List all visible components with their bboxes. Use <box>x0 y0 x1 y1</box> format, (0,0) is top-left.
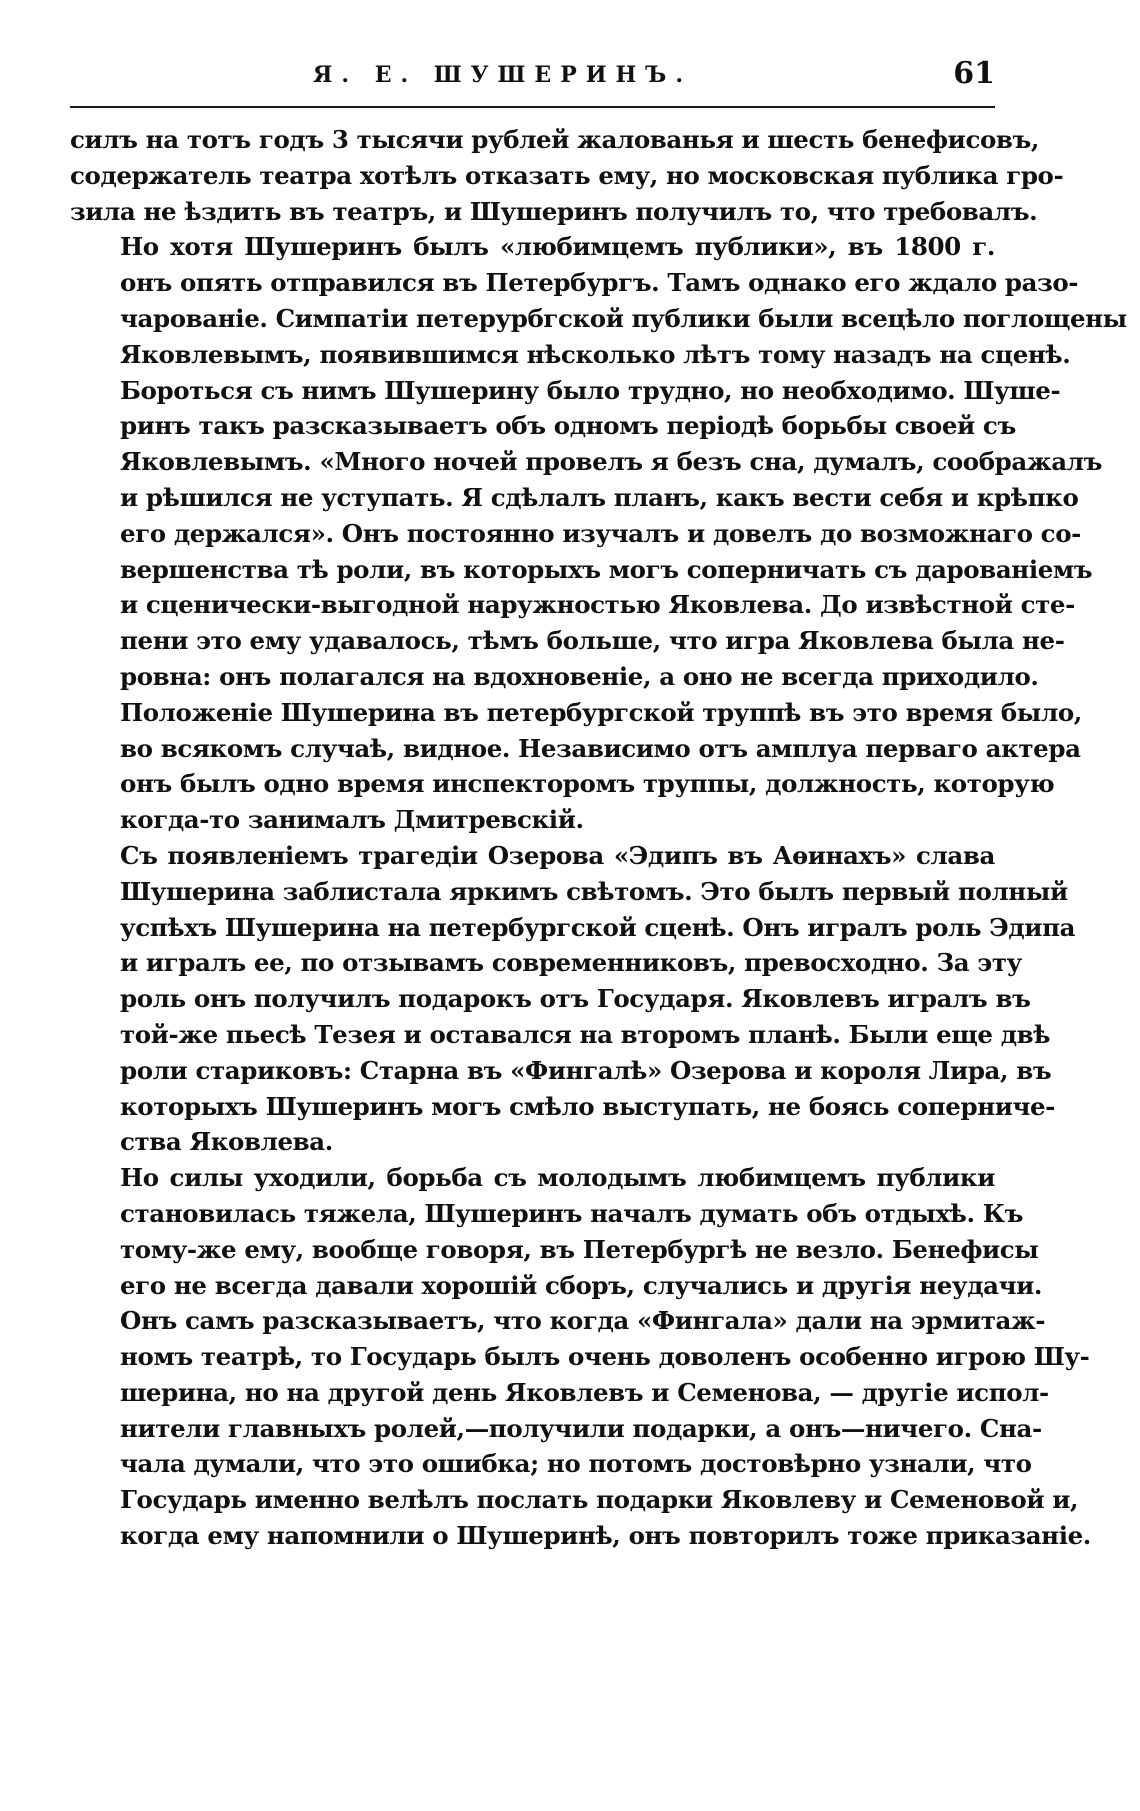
text-line: и сценически-выгодной наружностью Яковлева. До извѣстной сте- <box>120 590 1075 620</box>
text-line: становилась тяжела, Шушеринъ началъ думать объ отдыхѣ. Къ <box>120 1198 1024 1228</box>
text-line: силъ на тотъ годъ 3 тысячи рублей жалованья и шесть бенефисовъ, <box>70 125 1040 154</box>
text-line: Но хотя Шушеринъ былъ «любимцемъ публики», въ 1800 г. <box>120 232 995 262</box>
body-text <box>70 122 1127 1554</box>
page-number: 61 <box>953 56 995 91</box>
text-line: содержатель театра хотѣлъ отказать ему, но московская публика гро- <box>70 160 1064 190</box>
text-line: номъ театрѣ, то Государь былъ очень доволенъ особенно игрою Шу- <box>120 1342 1090 1372</box>
running-header <box>70 58 995 108</box>
text-line: Онъ самъ разсказываетъ, что когда «Фингала» дали на эрмитаж- <box>120 1306 1046 1336</box>
paragraph-1 <box>70 122 1064 229</box>
text-line: и рѣшился не уступать. Я сдѣлалъ планъ, какъ вести себя и крѣпко <box>120 482 1079 512</box>
text-line: зила не ѣздить въ театръ, и Шушеринъ получилъ то, что требовалъ. <box>70 196 1038 226</box>
book-page <box>70 56 1127 1554</box>
running-title: Я. Е. ШУШЕРИНЪ. <box>312 62 693 88</box>
paragraph-4 <box>70 1160 1091 1554</box>
text-line: Съ появленіемъ трагедіи Озерова «Эдипъ въ Аѳинахъ» слава <box>120 840 995 870</box>
text-line: тому-же ему, вообще говоря, въ Петербургѣ не везло. Бенефисы <box>120 1234 1039 1264</box>
text-line: Яковлевымъ. «Много ночей провелъ я безъ сна, думалъ, соображалъ <box>120 447 1102 477</box>
text-line: Яковлевымъ, появившимся нѣсколько лѣтъ тому назадъ на сценѣ. <box>120 339 1071 369</box>
text-line: которыхъ Шушеринъ могъ смѣло выступать, не боясь соперниче- <box>120 1091 1055 1121</box>
text-line: пени это ему удавалось, тѣмъ больше, что игра Яковлева была не- <box>120 626 1065 656</box>
text-line: чарованіе. Симпатіи петерурбгской публики были всецѣло поглощены <box>120 303 1127 333</box>
text-line: Но силы уходили, борьба съ молодымъ любимцемъ публики <box>120 1163 995 1193</box>
text-line: онъ опять отправился въ Петербургъ. Тамъ однако его ждало разо- <box>120 268 1079 298</box>
text-line: Государь именно велѣлъ послать подарки Яковлеву и Семеновой и, <box>120 1485 1079 1515</box>
paragraph-2 <box>70 229 1127 838</box>
text-line: успѣхъ Шушерина на петербургской сценѣ. Онъ игралъ роль Эдипа <box>120 912 1076 942</box>
paragraph-3 <box>70 838 1076 1160</box>
text-line: и игралъ ее, по отзывамъ современниковъ, превосходно. За эту <box>120 948 1022 978</box>
text-line: ринъ такъ разсказываетъ объ одномъ періодѣ борьбы своей съ <box>120 411 1016 441</box>
text-line: когда-то занималъ Дмитревскій. <box>120 805 584 835</box>
text-line: онъ былъ одно время инспекторомъ труппы, должность, которую <box>120 769 1055 799</box>
text-line: Бороться съ нимъ Шушерину было трудно, но необходимо. Шуше- <box>120 375 1061 405</box>
text-line: той-же пьесѣ Тезея и оставался на второмъ планѣ. Были еще двѣ <box>120 1019 1051 1049</box>
text-line: роль онъ получилъ подарокъ отъ Государя. Яковлевъ игралъ въ <box>120 984 1031 1014</box>
text-line: роли стариковъ: Старна въ «Фингалѣ» Озерова и короля Лира, въ <box>120 1055 1052 1085</box>
text-line: чала думали, что это ошибка; но потомъ достовѣрно узнали, что <box>120 1449 1032 1479</box>
text-line: Положеніе Шушерина въ петербургской труппѣ въ это время было, <box>120 697 1082 727</box>
text-line: во всякомъ случаѣ, видное. Независимо отъ амплуа перваго актера <box>120 733 1081 763</box>
text-line: ровна: онъ полагался на вдохновеніе, а оно не всегда приходило. <box>120 661 1039 691</box>
text-line: ства Яковлева. <box>120 1127 333 1157</box>
text-line: Шушерина заблистала яркимъ свѣтомъ. Это былъ первый полный <box>120 876 1068 906</box>
text-line: его держался». Онъ постоянно изучалъ и довелъ до возможнаго со- <box>120 518 1081 548</box>
text-line: вершенства тѣ роли, въ которыхъ могъ соперничать съ дарованіемъ <box>120 554 1093 584</box>
text-line: когда ему напомнили о Шушеринѣ, онъ повторилъ тоже приказаніе. <box>120 1521 1091 1551</box>
text-line: шерина, но на другой день Яковлевъ и Семенова, — другіе испол- <box>120 1377 1049 1407</box>
text-line: его не всегда давали хорошій сборъ, случались и другія неудачи. <box>120 1270 1043 1300</box>
text-line: нители главныхъ ролей,—получили подарки, а онъ—ничего. Сна- <box>120 1413 1042 1443</box>
